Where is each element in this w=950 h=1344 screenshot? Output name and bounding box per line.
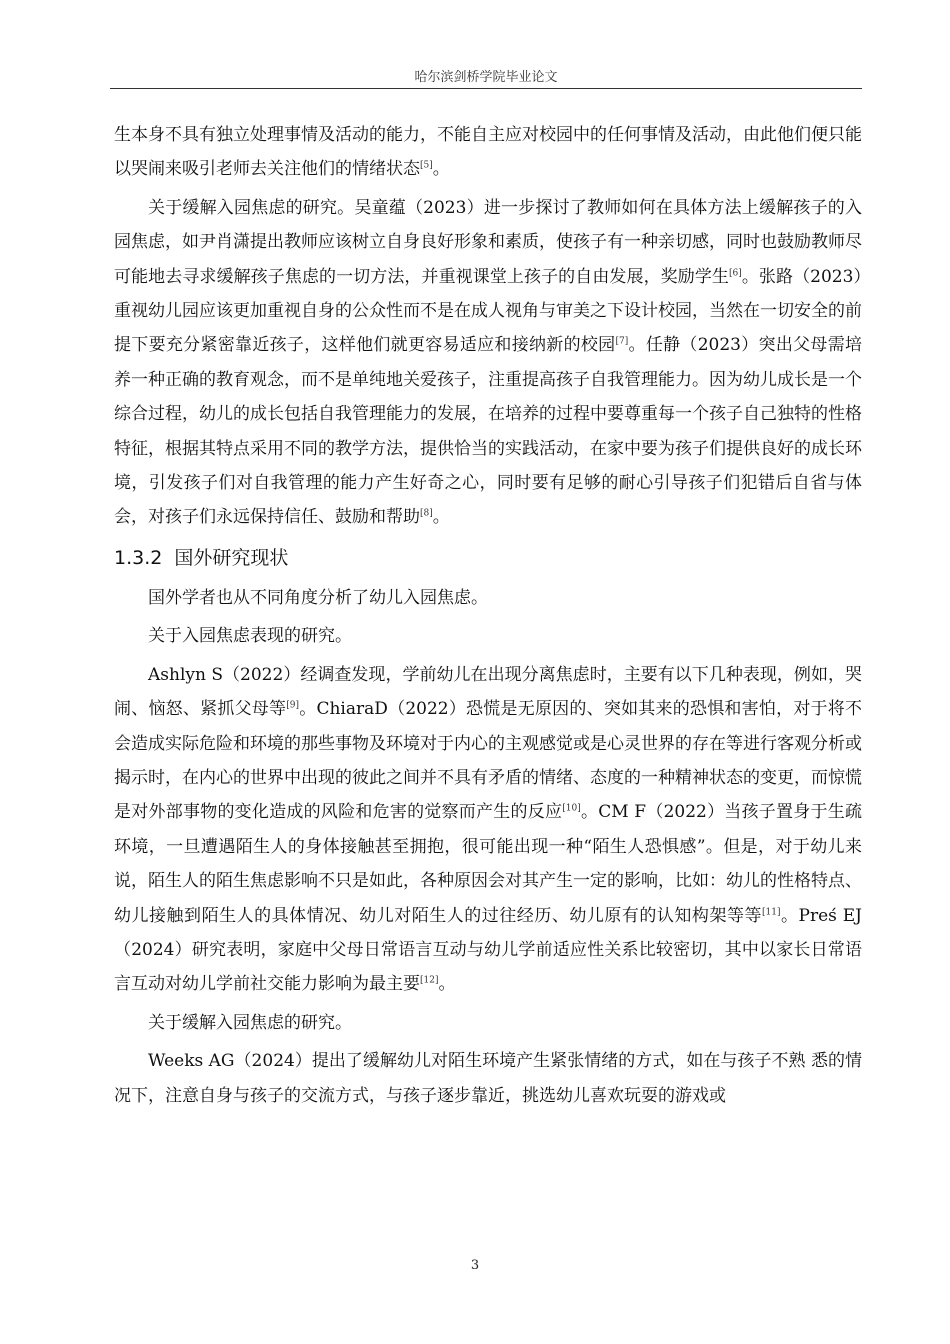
citation-marker: [7] <box>615 336 629 347</box>
citation-marker: [12] <box>420 975 439 986</box>
body-paragraph <box>114 118 862 187</box>
section-heading <box>114 539 862 577</box>
citation-marker: [10] <box>562 803 581 814</box>
paragraph-text: 关于缓解入园焦虑的研究。吴童蕴（2023）进一步探讨了教师如何在具体方法上缓解孩子的入园焦虑，如尹肖潇提出教师应该树立自身良好形象和素质，使孩子有一种亲切感，同时也鼓励教师尽可能地去寻求缓解孩子焦虑的一切方法，并重视课堂上孩子的自由发展，奖励学生 <box>114 197 862 287</box>
body-paragraph <box>114 619 862 653</box>
domestic-research-paragraphs <box>114 118 862 535</box>
paragraph-text: Weeks AG（2024）提出了缓解幼儿对陌生环境产生紧张情绪的方式，如在与孩子不熟 悉的情况下，注意自身与孩子的交流方式，与孩子逐步靠近，挑选幼儿喜欢玩耍的游戏或 <box>114 1051 862 1106</box>
body-paragraph <box>114 1044 862 1113</box>
page-number: 3 <box>470 1258 480 1273</box>
body-paragraph <box>114 581 862 615</box>
section-title: 国外研究现状 <box>174 546 289 569</box>
paragraph-text: 生本身不具有独立处理事情及活动的能力，不能自主应对校园中的任何事情及活动，由此他们便只能以哭闹来吸引老师去关注他们的情绪状态 <box>114 125 862 180</box>
body-paragraph <box>114 658 862 1002</box>
citation-marker: [5] <box>420 160 433 171</box>
section-number: 1.3.2 <box>114 546 163 569</box>
paragraph-text: Ashlyn S（2022）经调查发现，学前幼儿在出现分离焦虑时，主要有以下几种表现，例如，哭闹、恼怒、紧抓父母等 <box>114 664 862 720</box>
paragraph-text: 。CM F（2022）当孩子置身于生疏环境，一旦遭遇陌生人的身体接触甚至拥抱，很可能出现一种“陌生人恐惧感”。但是，对于幼儿来说，陌生人的陌生焦虑影响不只是如此，各种原因会对其产生一定的影响，比如：幼儿的性格特点、幼儿接触到陌生人的具体情况、幼儿对陌生人的过往经历、幼儿原有的认知构架等等 <box>114 802 862 926</box>
paragraph-text: 关于缓解入园焦虑的研究。 <box>148 1012 352 1033</box>
foreign-research-paragraphs <box>114 581 862 1113</box>
citation-marker: [9] <box>286 700 300 711</box>
citation-marker: [11] <box>762 906 781 917</box>
body-paragraph <box>114 191 862 535</box>
paragraph-text: 。 <box>432 159 450 180</box>
paragraph-text: 。ChiaraD（2022）恐慌是无原因的、突如其来的恐惧和害怕，对于将不会造成实际危险和环境的那些事物及环境对于内心的主观感觉或是心灵世界的存在等进行客观分析或揭示时，在内心的世界中出现的彼此之间并不具有矛盾的情绪、态度的一种精神状态的变更，而惊慌是对外部事物的变化造成的风险和危害的觉察而产生的反应 <box>114 699 863 823</box>
paragraph-text: 。 <box>432 507 450 528</box>
paragraph-text: 。Preś EJ（2024）研究表明，家庭中父母日常语言互动与幼儿学前适应性关系比较密切，其中以家长日常语言互动对幼儿学前社交能力影响为最主要 <box>114 905 863 995</box>
body-paragraph <box>114 1006 862 1040</box>
thesis-body <box>114 118 862 1117</box>
header-divider <box>110 88 862 89</box>
paragraph-text: 。张路（2023）重视幼儿园应该更加重视自身的公众性而不是在成人视角与审美之下设计校园，当然在一切安全的前提下要充分紧密靠近孩子，这样他们就更容易适应和接纳新的校园 <box>114 266 863 356</box>
page-header: 哈尔滨剑桥学院毕业论文 <box>414 70 558 85</box>
citation-marker: [6] <box>729 267 742 278</box>
paragraph-text: 。 <box>438 974 456 995</box>
paragraph-text: 。任静（2023）突出父母需培养一种正确的教育观念，而不是单纯地关爱孩子，注重提高孩子自我管理能力。因为幼儿成长是一个综合过程，幼儿的成长包括自我管理能力的发展，在培养的过程中要尊重每一个孩子自己独特的性格特征，根据其特点采用不同的教学方法，提供恰当的实践活动，在家中要为孩子们提供良好的成长环境，引发孩子们对自我管理的能力产生好奇之心，同时要有足够的耐心引导孩子们犯错后自省与体会，对孩子们永远保持信任、鼓励和帮助 <box>114 335 863 528</box>
citation-marker: [8] <box>420 508 433 519</box>
paragraph-text: 国外学者也从不同角度分析了幼儿入园焦虑。 <box>148 587 488 608</box>
paragraph-text: 关于入园焦虑表现的研究。 <box>148 626 352 647</box>
